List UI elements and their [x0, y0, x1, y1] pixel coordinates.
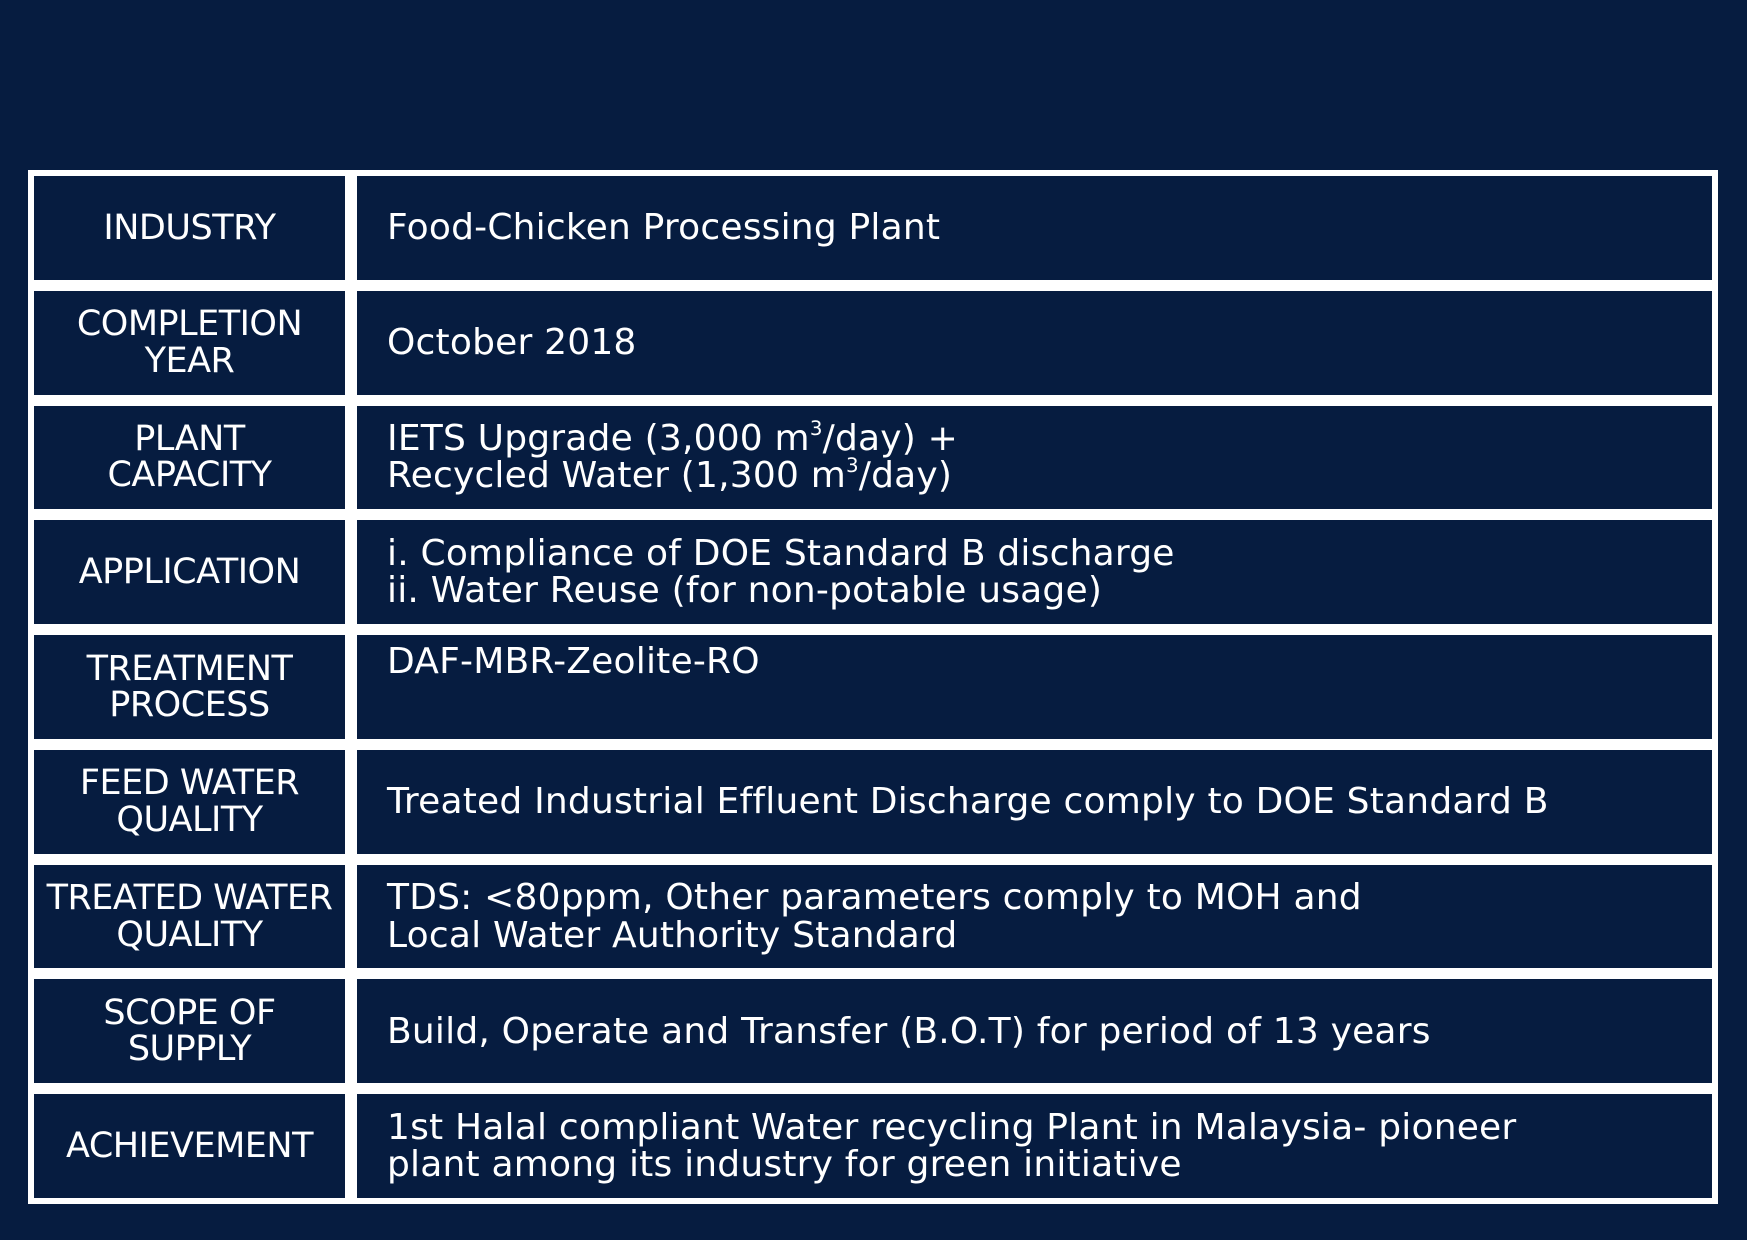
value-industry-text: Food-Chicken Processing Plant	[387, 207, 941, 249]
value-industry	[357, 176, 1712, 280]
capacity-line1-post: /day) +	[822, 418, 959, 459]
capacity-line1-sup: 3	[809, 417, 823, 441]
label-scope-of-supply-text: SCOPE OF SUPPLY	[103, 992, 276, 1070]
value-feed-water-quality-text: Treated Industrial Effluent Discharge comply to DOE Standard B	[387, 781, 1549, 823]
value-achievement-text: 1st Halal compliant Water recycling Plant in Malaysia- pioneer plant among its industry for green initiative	[387, 1106, 1517, 1186]
value-plant-capacity	[357, 406, 1712, 510]
value-treated-water-quality	[357, 865, 1712, 969]
value-treated-water-quality-text: TDS: <80ppm, Other parameters comply to MOH and Local Water Authority Standard	[387, 877, 1362, 956]
label-industry-text: INDUSTRY	[103, 207, 276, 248]
label-scope-of-supply	[34, 979, 345, 1083]
label-treatment-process-text: TREATMENT PROCESS	[86, 648, 293, 725]
value-scope-of-supply	[357, 979, 1712, 1083]
label-completion-year-text: COMPLETION YEAR	[76, 304, 303, 381]
label-application-text: APPLICATION	[78, 552, 301, 593]
value-application-text: i. Compliance of DOE Standard B discharge ii. Water Reuse (for non-potable usage)	[387, 532, 1175, 612]
label-achievement	[34, 1094, 345, 1198]
value-treatment-process	[357, 635, 1712, 739]
label-treated-water-quality	[34, 865, 345, 969]
value-scope-of-supply-text: Build, Operate and Transfer (B.O.T) for period of 13 years	[387, 1010, 1431, 1052]
label-treatment-process	[34, 635, 345, 739]
value-treatment-process-text: DAF-MBR-Zeolite-RO	[387, 641, 760, 683]
value-completion-year	[357, 291, 1712, 395]
label-achievement-text: ACHIEVEMENT	[66, 1125, 313, 1166]
value-completion-year-text: October 2018	[387, 321, 637, 363]
label-feed-water-quality	[34, 750, 345, 854]
value-feed-water-quality	[357, 750, 1712, 854]
label-feed-water-quality-text: FEED WATER QUALITY	[79, 763, 300, 840]
capacity-line1-pre: IETS Upgrade (3,000 m	[387, 418, 810, 459]
label-plant-capacity	[34, 406, 345, 510]
capacity-line2-post: /day)	[858, 455, 953, 497]
capacity-line2-pre: Recycled Water (1,300 m	[387, 455, 846, 497]
label-application	[34, 520, 345, 624]
project-info-table	[28, 170, 1718, 1204]
label-completion-year	[34, 291, 345, 395]
value-application	[357, 520, 1712, 624]
value-achievement	[357, 1094, 1712, 1198]
value-plant-capacity-text	[387, 417, 959, 497]
capacity-line2-sup: 3	[845, 454, 859, 478]
label-plant-capacity-text: PLANT CAPACITY	[107, 419, 272, 496]
label-industry	[34, 176, 345, 280]
label-treated-water-quality-text: TREATED WATER QUALITY	[46, 878, 333, 955]
